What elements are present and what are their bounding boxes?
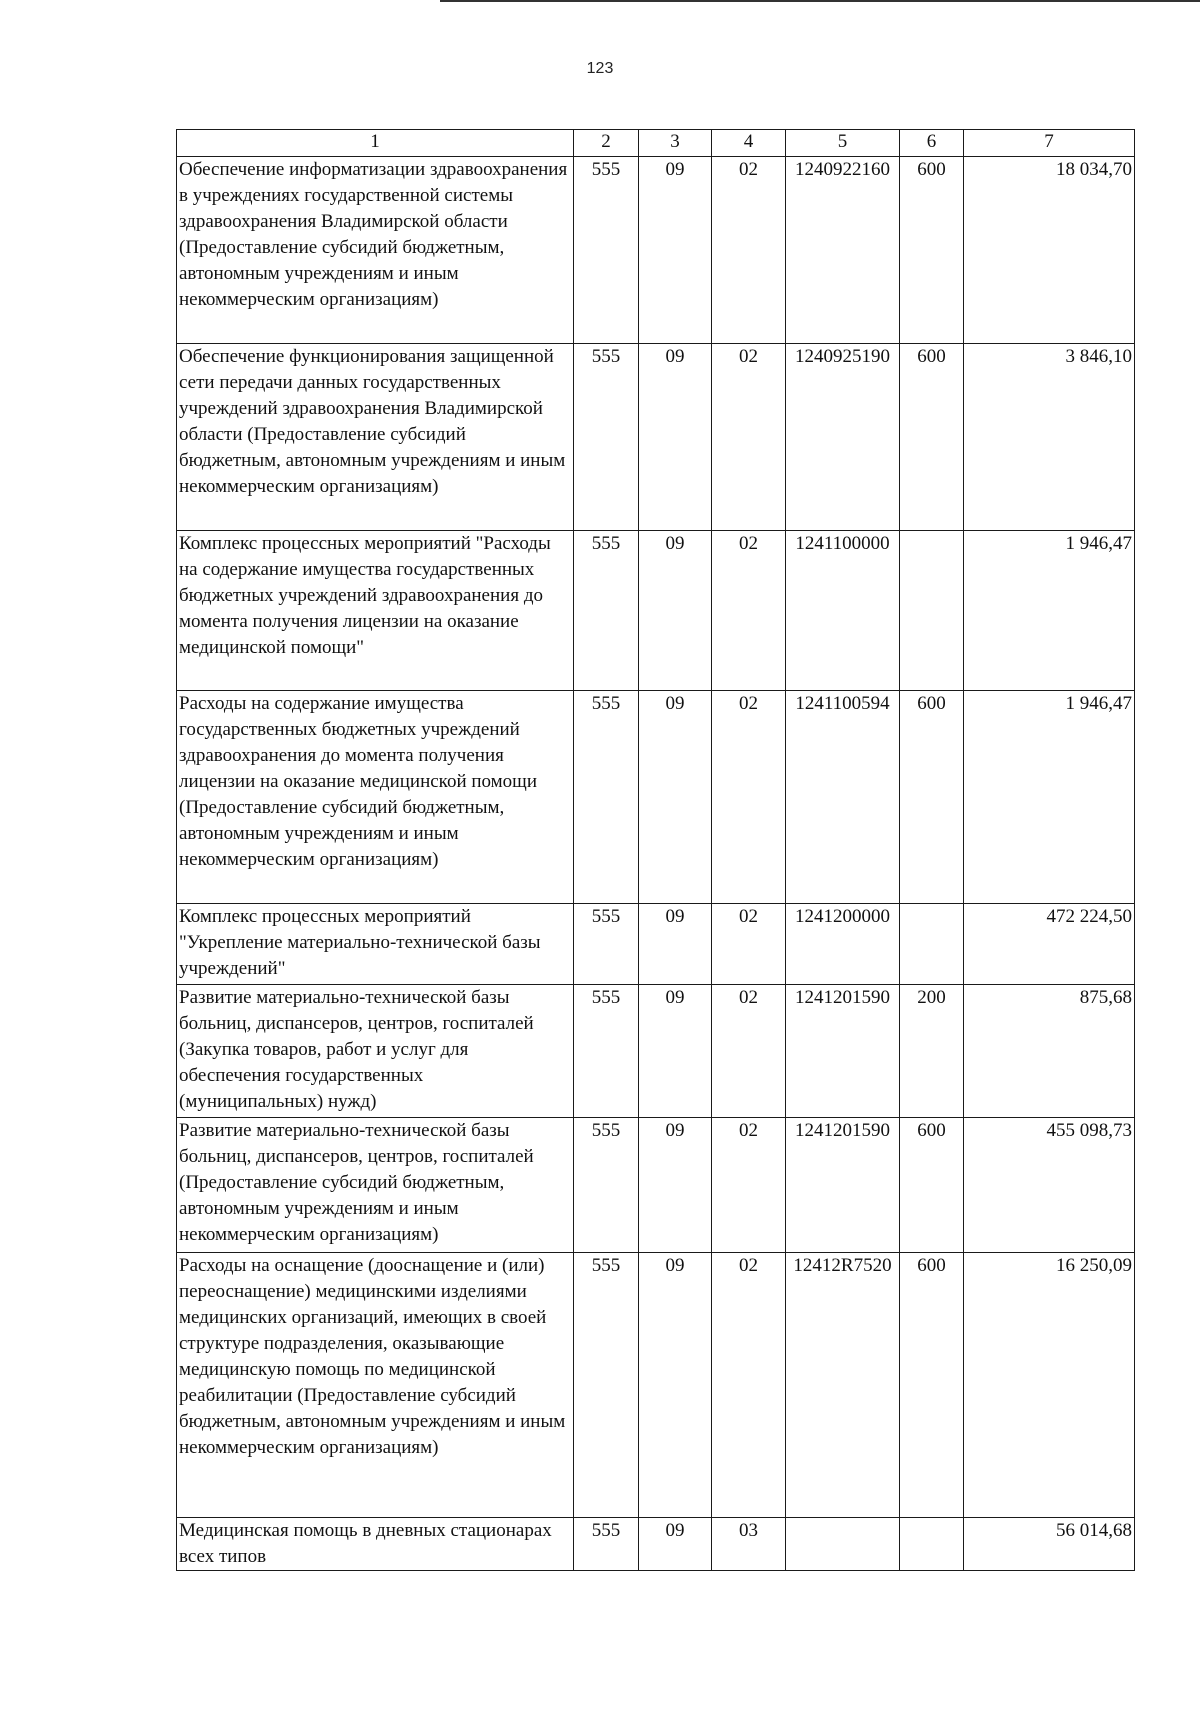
row-amount: 1 946,47 — [964, 691, 1135, 904]
row-subsection: 02 — [712, 904, 786, 985]
page-number: 123 — [586, 60, 614, 77]
table-row — [177, 691, 1135, 904]
row-subsection: 02 — [712, 985, 786, 1118]
row-ministry: 555 — [574, 985, 639, 1118]
row-section: 09 — [639, 985, 712, 1118]
row-subsection: 02 — [712, 344, 786, 531]
table-row — [177, 157, 1135, 344]
row-target — [786, 1518, 900, 1571]
header-row — [177, 130, 1135, 157]
row-name: Комплекс процессных мероприятий "Укрепление материально-технической базы учреждений" — [177, 904, 574, 985]
row-target: 1241201590 — [786, 985, 900, 1118]
row-name: Обеспечение информатизации здравоохранения в учреждениях государственной системы здравоохранения Владимирской области (Предоставление субсидий бюджетным, автономным учреждениям и иным некоммерческим организациям) — [177, 157, 574, 344]
row-section: 09 — [639, 1118, 712, 1253]
row-expense-type — [900, 531, 964, 691]
table-row — [177, 904, 1135, 985]
row-amount: 3 846,10 — [964, 344, 1135, 531]
row-name: Комплекс процессных мероприятий "Расходы на содержание имущества государственных бюджетных учреждений здравоохранения до момента получения лицензии на оказание медицинской помощи" — [177, 531, 574, 691]
row-section: 09 — [639, 1518, 712, 1571]
row-section: 09 — [639, 157, 712, 344]
table-row — [177, 344, 1135, 531]
row-section: 09 — [639, 344, 712, 531]
budget-table — [176, 129, 1135, 1571]
table-row — [177, 1118, 1135, 1253]
row-name: Медицинская помощь в дневных стационарах всех типов — [177, 1518, 574, 1571]
row-section: 09 — [639, 531, 712, 691]
row-ministry: 555 — [574, 157, 639, 344]
row-subsection: 02 — [712, 1118, 786, 1253]
row-ministry: 555 — [574, 1253, 639, 1518]
table-row — [177, 985, 1135, 1118]
column-header: 5 — [786, 130, 900, 157]
row-target: 1241100000 — [786, 531, 900, 691]
row-amount: 56 014,68 — [964, 1518, 1135, 1571]
row-ministry: 555 — [574, 1518, 639, 1571]
row-expense-type: 600 — [900, 1118, 964, 1253]
row-expense-type: 600 — [900, 1253, 964, 1518]
row-name: Развитие материально-технической базы больниц, диспансеров, центров, госпиталей (Закупка товаров, работ и услуг для обеспечения государственных (муниципальных) нужд) — [177, 985, 574, 1118]
row-amount: 472 224,50 — [964, 904, 1135, 985]
row-amount: 1 946,47 — [964, 531, 1135, 691]
row-subsection: 02 — [712, 531, 786, 691]
row-target: 12412R7520 — [786, 1253, 900, 1518]
table-row — [177, 531, 1135, 691]
table-row — [177, 1253, 1135, 1518]
row-amount: 16 250,09 — [964, 1253, 1135, 1518]
column-header: 3 — [639, 130, 712, 157]
top-rule — [440, 0, 1200, 2]
row-ministry: 555 — [574, 904, 639, 985]
row-expense-type: 600 — [900, 344, 964, 531]
row-target: 1240925190 — [786, 344, 900, 531]
column-header: 6 — [900, 130, 964, 157]
row-expense-type — [900, 1518, 964, 1571]
row-target: 1241100594 — [786, 691, 900, 904]
row-name: Развитие материально-технической базы больниц, диспансеров, центров, госпиталей (Предоставление субсидий бюджетным, автономным учреждениям и иным некоммерческим организациям) — [177, 1118, 574, 1253]
row-ministry: 555 — [574, 1118, 639, 1253]
row-subsection: 02 — [712, 1253, 786, 1518]
row-expense-type — [900, 904, 964, 985]
row-name: Расходы на оснащение (дооснащение и (или) переоснащение) медицинскими изделиями медицинских организаций, имеющих в своей структуре подразделения, оказывающие медицинскую помощь по медицинской реабилитации (Предоставление субсидий бюджетным, автономным учреждениям и иным некоммерческим организациям) — [177, 1253, 574, 1518]
row-amount: 18 034,70 — [964, 157, 1135, 344]
row-subsection: 03 — [712, 1518, 786, 1571]
row-section: 09 — [639, 691, 712, 904]
row-target: 1241201590 — [786, 1118, 900, 1253]
column-header: 7 — [964, 130, 1135, 157]
row-target: 1241200000 — [786, 904, 900, 985]
row-subsection: 02 — [712, 691, 786, 904]
column-header: 2 — [574, 130, 639, 157]
row-subsection: 02 — [712, 157, 786, 344]
row-section: 09 — [639, 1253, 712, 1518]
row-amount: 455 098,73 — [964, 1118, 1135, 1253]
row-ministry: 555 — [574, 691, 639, 904]
row-amount: 875,68 — [964, 985, 1135, 1118]
row-name: Расходы на содержание имущества государственных бюджетных учреждений здравоохранения до момента получения лицензии на оказание медицинской помощи (Предоставление субсидий бюджетным, автономным учреждениям и иным некоммерческим организациям) — [177, 691, 574, 904]
row-expense-type: 600 — [900, 157, 964, 344]
row-target: 1240922160 — [786, 157, 900, 344]
table-row — [177, 1518, 1135, 1571]
row-ministry: 555 — [574, 344, 639, 531]
row-name: Обеспечение функционирования защищенной сети передачи данных государственных учреждений здравоохранения Владимирской области (Предоставление субсидий бюджетным, автономным учреждениям и иным некоммерческим организациям) — [177, 344, 574, 531]
row-section: 09 — [639, 904, 712, 985]
column-header: 4 — [712, 130, 786, 157]
row-expense-type: 200 — [900, 985, 964, 1118]
column-header: 1 — [177, 130, 574, 157]
row-expense-type: 600 — [900, 691, 964, 904]
row-ministry: 555 — [574, 531, 639, 691]
